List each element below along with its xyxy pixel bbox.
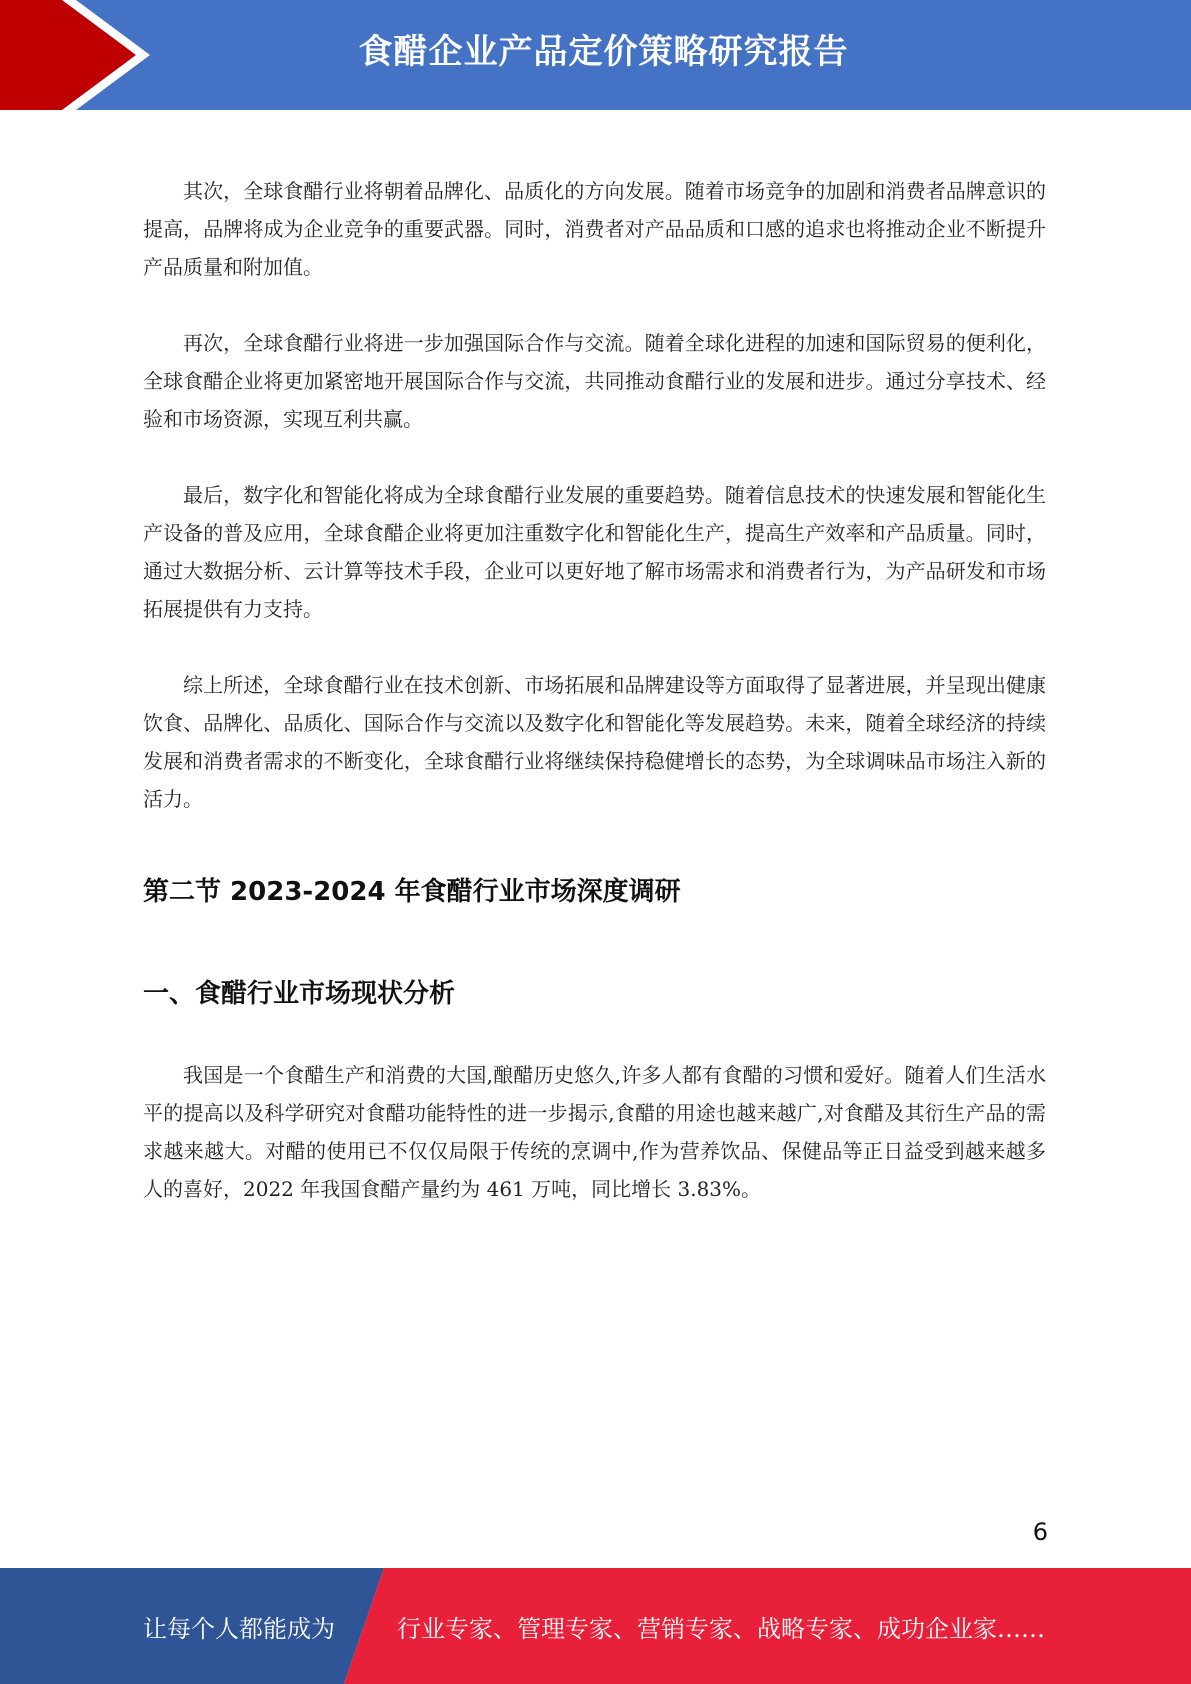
main-content	[143, 172, 1046, 1208]
footer-slogan-right: 行业专家、管理专家、营销专家、战略专家、成功企业家……	[397, 1615, 1045, 1643]
subsection-heading: 一、食醋行业市场现状分析	[143, 979, 456, 1009]
section-heading: 第二节 2023-2024 年食醋行业市场深度调研	[143, 877, 681, 907]
report-title: 食醋企业产品定价策略研究报告	[358, 32, 849, 72]
body-paragraph: 综上所述，全球食醋行业在技术创新、市场拓展和品牌建设等方面取得了显著进展，并呈现出健康饮食、品牌化、品质化、国际合作与交流以及数字化和智能化等发展趋势。未来，随着全球经济的持续发展和消费者需求的不断变化，全球食醋行业将继续保持稳健增长的态势，为全球调味品市场注入新的活力。	[143, 673, 1046, 811]
page-number: 6	[1032, 1518, 1048, 1546]
body-paragraph: 最后，数字化和智能化将成为全球食醋行业发展的重要趋势。随着信息技术的快速发展和智能化生产设备的普及应用，全球食醋企业将更加注重数字化和智能化生产，提高生产效率和产品质量。同时，通过大数据分析、云计算等技术手段，企业可以更好地了解市场需求和消费者行为，为产品研发和市场拓展提供有力支持。	[143, 483, 1046, 621]
body-paragraph: 其次，全球食醋行业将朝着品牌化、品质化的方向发展。随着市场竞争的加剧和消费者品牌意识的提高，品牌将成为企业竞争的重要武器。同时，消费者对产品品质和口感的追求也将推动企业不断提升产品质量和附加值。	[143, 179, 1046, 279]
body-paragraph: 再次，全球食醋行业将进一步加强国际合作与交流。随着全球化进程的加速和国际贸易的便利化，全球食醋企业将更加紧密地开展国际合作与交流，共同推动食醋行业的发展和进步。通过分享技术、经验和市场资源，实现互利共赢。	[143, 331, 1046, 431]
footer-banner	[0, 1568, 1191, 1684]
footer-slogan-left: 让每个人都能成为	[143, 1615, 335, 1643]
header-banner	[0, 0, 1191, 110]
body-paragraph: 我国是一个食醋生产和消费的大国,酿醋历史悠久,许多人都有食醋的习惯和爱好。随着人们生活水平的提高以及科学研究对食醋功能特性的进一步揭示,食醋的用途也越来越广,对食醋及其衍生产品的需求越来越大。对醋的使用已不仅仅局限于传统的烹调中,作为营养饮品、保健品等正日益受到越来越多人的喜好，2022 年我国食醋产量约为 461 万吨，同比增长 3.83%。	[143, 1063, 1046, 1201]
